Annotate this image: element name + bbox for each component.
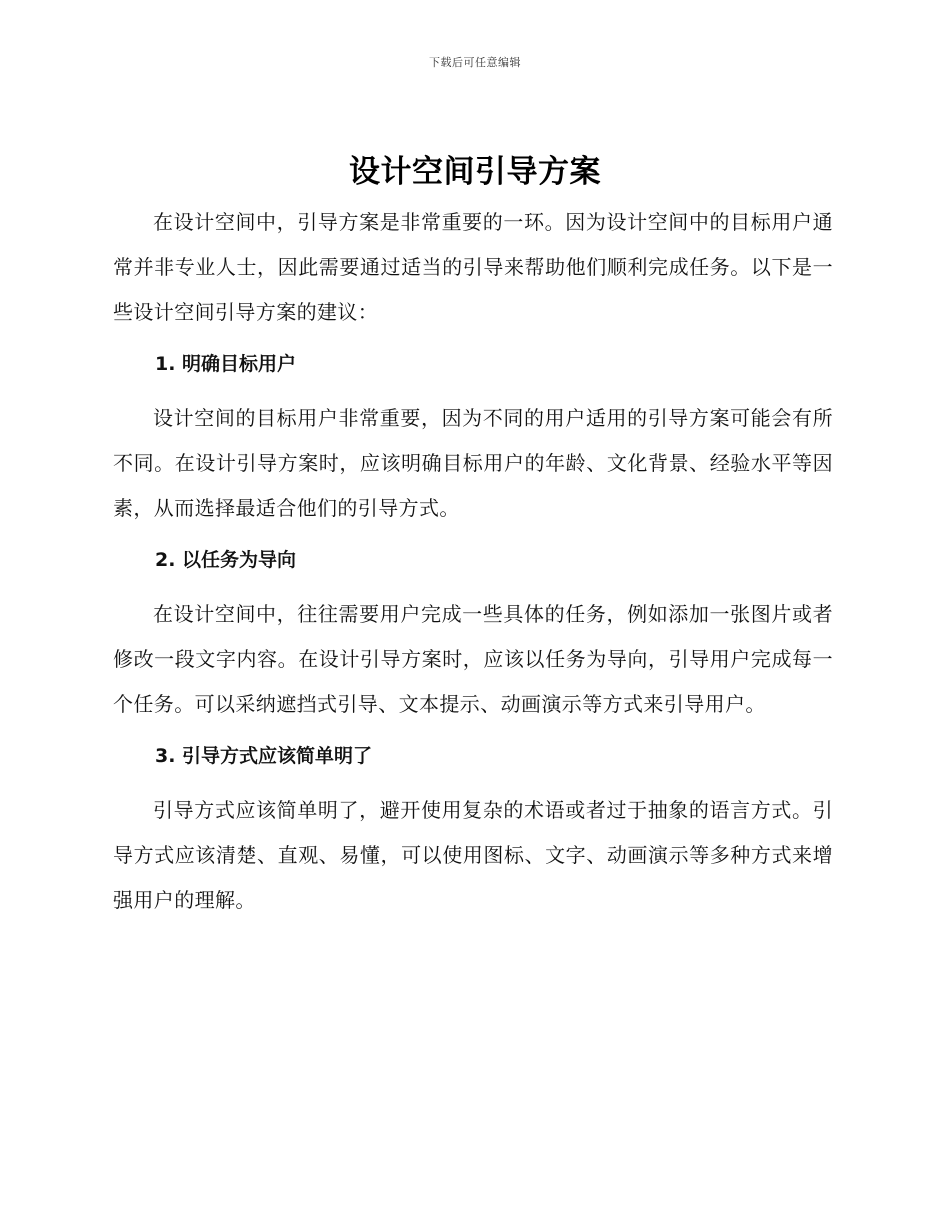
page-title: 设计空间引导方案	[349, 154, 601, 190]
header-note: 下载后可任意编辑	[429, 56, 521, 69]
section-paragraph-1: 设计空间的目标用户非常重要，因为不同的用户适用的引导方案可能会有所不同。在设计引导方案时，应该明确目标用户的年龄、文化背景、经验水平等因素，从而选择最适合他们的引导方式。	[113, 406, 833, 520]
section-heading-1: 1. 明确目标用户	[155, 353, 297, 375]
intro-paragraph: 在设计空间中，引导方案是非常重要的一环。因为设计空间中的目标用户通常并非专业人士，因此需要通过适当的引导来帮助他们顺利完成任务。以下是一些设计空间引导方案的建议：	[113, 210, 833, 324]
section-heading-3: 3. 引导方式应该简单明了	[155, 745, 373, 767]
section-paragraph-3: 引导方式应该简单明了，避开使用复杂的术语或者过于抽象的语言方式。引导方式应该清楚、直观、易懂，可以使用图标、文字、动画演示等多种方式来增强用户的理解。	[113, 798, 833, 912]
section-heading-2: 2. 以任务为导向	[155, 549, 297, 571]
section-paragraph-2: 在设计空间中，往往需要用户完成一些具体的任务，例如添加一张图片或者修改一段文字内容。在设计引导方案时，应该以任务为导向，引导用户完成每一个任务。可以采纳遮挡式引导、文本提示、动画演示等方式来引导用户。	[113, 602, 833, 716]
document-body	[113, 200, 833, 923]
